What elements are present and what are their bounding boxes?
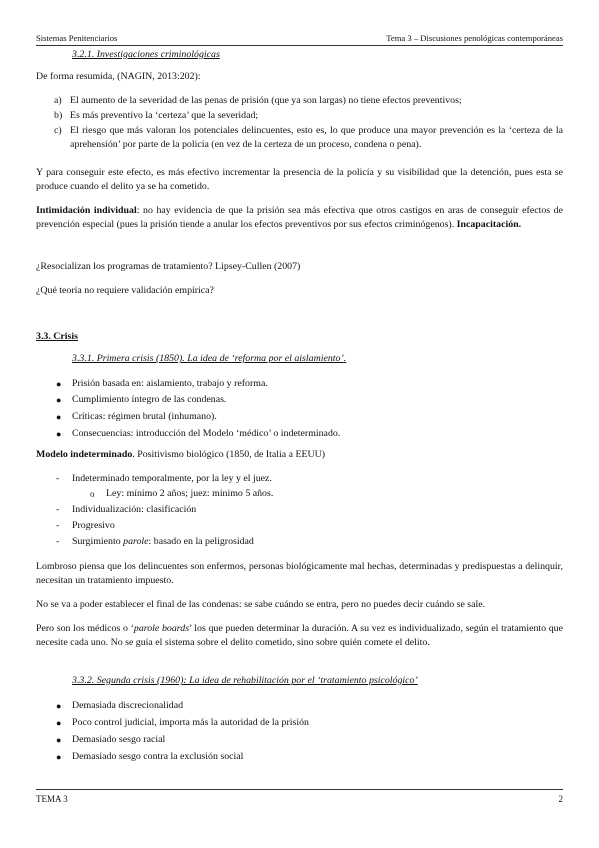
- dash-text: Progresivo: [72, 520, 115, 531]
- paragraph-efecto: Y para conseguir este efecto, es más efectivo incrementar la presencia de la policía y su visibilidad que la detención, pues esta se produce cuando el delito ya se ha cometido.: [36, 167, 563, 193]
- dash-marker: -: [56, 536, 60, 547]
- incapacitacion-bold: Incapacitación.: [456, 219, 522, 231]
- paragraph-medicos: [36, 622, 563, 651]
- list-text: El riesgo que más valoran los potenciales delincuentes, esto es, lo que produce una mayor prevención es la ‘certeza de la aprehensión’ por parte de la policía (en vez de la certeza de un proceso, condena o pena).: [70, 125, 563, 151]
- bullet-dot-icon: ●: [56, 429, 62, 439]
- dash-marker: -: [56, 504, 60, 515]
- surgimiento-italic: parole: [123, 536, 149, 547]
- modelo-text: . Positivismo biológico (1850, de Italia a EEUU): [132, 449, 326, 460]
- bullet-dot-icon: ●: [56, 701, 62, 711]
- medicos-italic: parole boards: [133, 623, 190, 634]
- bullet-dot-icon: ●: [56, 379, 62, 389]
- header-left: Sistemas Penitenciarios: [36, 33, 118, 43]
- modelo-indeterminado: [36, 448, 563, 462]
- bullet-text: Poco control judicial, importa más la autoridad de la prisión: [72, 717, 309, 728]
- sub-text: Ley: mínimo 2 años; juez: mínimo 5 años.: [106, 488, 274, 499]
- footer-left: TEMA 3: [36, 794, 68, 804]
- bullet-text: Demasiado sesgo contra la exclusión social: [72, 751, 244, 762]
- list-marker: c): [54, 125, 62, 136]
- list-marker: b): [54, 110, 63, 121]
- question-teoria: ¿Qué teoría no requiere validación empírica?: [36, 285, 214, 296]
- paragraph-condenas: No se va a poder establecer el final de las condenas: se sabe cuándo se entra, pero no puedes decir cuándo se sale.: [36, 599, 486, 610]
- surgimiento-suffix: : basado en la peligrosidad: [148, 536, 254, 547]
- section-331-prefix: 3.3.1. Primera crisis (1850). La idea de: [72, 353, 232, 364]
- section-321-title: 3.2.1. Investigaciones criminológicas: [72, 49, 220, 60]
- section-331-suffix: .: [343, 353, 347, 364]
- medicos-prefix: Pero son los médicos o ‘: [36, 623, 134, 634]
- section-331-quote: ‘reforma por el aislamiento’: [231, 353, 344, 364]
- section-332-title: 3.3.2. Segunda crisis (1960): La idea de rehabilitación por el ‘tratamiento psicológico’: [72, 675, 418, 686]
- dash-text: Individualización: clasificación: [72, 504, 197, 515]
- section-33-title: 3.3. Crisis: [36, 331, 78, 342]
- bullet-text: Demasiado sesgo racial: [72, 734, 166, 745]
- list-marker: a): [54, 95, 62, 106]
- bullet-text: Críticas: régimen brutal (inhumano).: [72, 411, 217, 422]
- intro-line: De forma resumida, (NAGIN, 2013:202):: [36, 71, 201, 82]
- bullet-text: Demasiada discrecionalidad: [72, 700, 184, 711]
- intimidacion-bold: Intimidación individual: [36, 205, 137, 216]
- circle-bullet-icon: o: [90, 489, 95, 499]
- dash-text: [72, 535, 562, 549]
- bullet-dot-icon: ●: [56, 412, 62, 422]
- question-resocializan: ¿Resocializan los programas de tratamiento? Lipsey-Cullen (2007): [36, 261, 301, 272]
- modelo-bold: Modelo indeterminado: [36, 449, 133, 460]
- section-331-title: [72, 352, 346, 366]
- bullet-text: Cumplimiento íntegro de las condenas.: [72, 394, 227, 405]
- dash-text: Indeterminado temporalmente, por la ley y el juez.: [72, 473, 272, 484]
- page-number: 2: [558, 794, 563, 804]
- medicos-suffix: ’ los que pueden determinar la duración. A su vez es individualizado, según el tratamiento que necesite cada uno. No se guía el sistema sobre el delito cometido, sino sobre quién comete el delito.: [36, 623, 564, 649]
- bullet-text: Prisión basada en: aislamiento, trabajo y reforma.: [72, 378, 268, 389]
- bullet-text: Consecuencias: introducción del Modelo ‘médico’ o indeterminado.: [72, 428, 341, 439]
- bullet-dot-icon: ●: [56, 752, 62, 762]
- page-footer: [36, 789, 563, 804]
- page-header: [36, 33, 563, 46]
- bullet-dot-icon: ●: [56, 718, 62, 728]
- header-right: Tema 3 – Discusiones penológicas contemporáneas: [386, 33, 563, 43]
- dash-marker: -: [56, 473, 60, 484]
- bullet-dot-icon: ●: [56, 395, 62, 405]
- intimidacion-text: : no hay evidencia de que la prisión sea más efectiva que otros castigos en aras de conseguir efectos de prevención especial (pues la prisión tiende a anular los efectos preventivos por sus efectos criminógenos).: [36, 205, 563, 231]
- paragraph-intimidacion: [36, 204, 563, 233]
- bullet-dot-icon: ●: [56, 735, 62, 745]
- list-text: El aumento de la severidad de las penas de prisión (que ya son largas) no tiene efectos preventivos;: [70, 95, 462, 106]
- paragraph-lombroso: Lombroso piensa que los delincuentes son enfermos, personas biológicamente mal hechas, determinadas y predispuestas a delinquir, necesitan un tratamiento impuesto.: [36, 561, 563, 587]
- dash-marker: -: [56, 520, 60, 531]
- surgimiento-prefix: Surgimiento: [72, 536, 124, 547]
- list-text: Es más preventivo la ‘certeza’ que la severidad;: [70, 110, 259, 121]
